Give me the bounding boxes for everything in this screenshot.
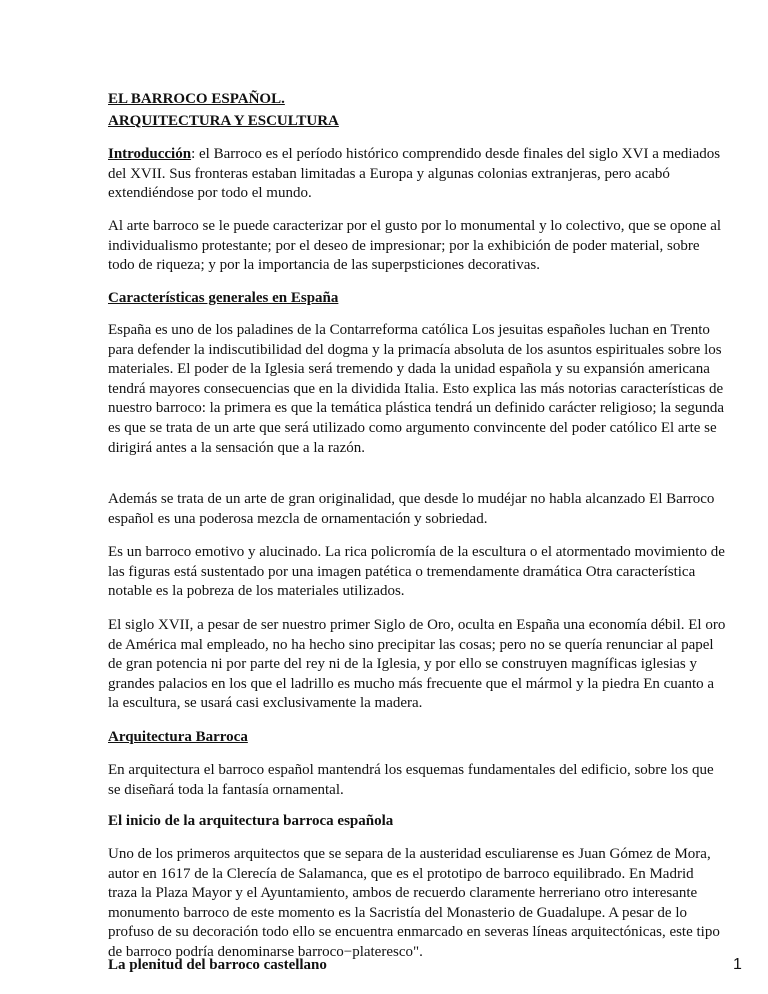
section-heading-caracteristicas: Características generales en España xyxy=(108,290,339,306)
subsection-heading-plenitud: La plenitud del barroco castellano xyxy=(108,957,327,973)
intro-text: : el Barroco es el período histórico comprendido desde finales del siglo XVI a mediados del XVII. Sus fronteras estaban limitadas a Europa y algunas colonias extranjeras, pero acabó extendiéndose por todo el mundo. xyxy=(108,146,721,202)
document-title: EL BARROCO ESPAÑOL. xyxy=(108,91,285,107)
paragraph: El siglo XVII, a pesar de ser nuestro primer Siglo de Oro, oculta en España una economía débil. El oro de América mal empleado, no ha hecho sino precipitar las cosas; pero no se quería renunciar al papel de gran potencia ni por parte del rey ni de la Iglesia, y por ello se construyen magníficas iglesias y grandes palacios en los que el ladrillo es mucho más frecuente que el mármol y la piedra En cuanto a la escultura, se usará casi exclusivamente la madera. xyxy=(108,617,726,712)
intro-label: Introducción xyxy=(108,146,192,162)
section-heading-arquitectura: Arquitectura Barroca xyxy=(108,729,248,745)
document-subtitle: ARQUITECTURA Y ESCULTURA xyxy=(108,113,339,129)
paragraph: España es uno de los paladines de la Contarreforma católica Los jesuitas españoles luchan en Trento para defender la indiscutibilidad del dogma y la primacía absoluta de los asuntos espirituales sobre los materiales. El poder de la Iglesia será tremendo y dada la unidad española y su expansión americana tendrá mayores consecuencias que en la dividida Italia. Esto explica las más notorias características de nuestro barroco: la primera es que la temática plástica tendrá un definido carácter religioso; la segunda es que se trata de un arte que será utilizado como argumento convincente del poder católico El arte se dirigirá antes a la sensación que a la razón. xyxy=(108,322,724,456)
paragraph: Es un barroco emotivo y alucinado. La rica policromía de la escultura o el atormentado movimiento de las figuras está sustentado por una imagen patética o tremendamente dramática Otra característica notable es la pobreza de los materiales utilizados. xyxy=(108,544,725,600)
paragraph: Además se trata de un arte de gran originalidad, que desde lo mudéjar no habla alcanzado El Barroco español es una poderosa mezcla de ornamentación y sobriedad. xyxy=(108,491,715,527)
page-number: 1 xyxy=(733,956,742,973)
paragraph: Uno de los primeros arquitectos que se separa de la austeridad esculiarense es Juan Gómez de Mora, autor en 1617 de la Clerecía de Salamanca, que es el prototipo de barroco equilibrado. En Madrid traza la Plaza Mayor y el Ayuntamiento, ambos de recuerdo claramente herreriano otro interesante monumento barroco de este momento es la Sacristía del Monasterio de Guadalupe. A pesar de lo profuso de su decoración todo ello se encuentra enmarcado en severas líneas arquitectónicas, este tipo de barroco podría denominarse barroco−plateresco". xyxy=(108,846,720,960)
paragraph: Al arte barroco se le puede caracterizar por el gusto por lo monumental y lo colectivo, que se opone al individualismo protestante; por el deseo de impresionar; por la exhibición de poder material, sobre todo de riqueza; y por la importancia de las superpsticiones decorativas. xyxy=(108,218,722,274)
paragraph: En arquitectura el barroco español mantendrá los esquemas fundamentales del edificio, sobre los que se diseñará toda la fantasía ornamental. xyxy=(108,762,714,798)
intro-paragraph xyxy=(108,145,726,204)
subsection-heading-inicio: El inicio de la arquitectura barroca española xyxy=(108,813,394,829)
